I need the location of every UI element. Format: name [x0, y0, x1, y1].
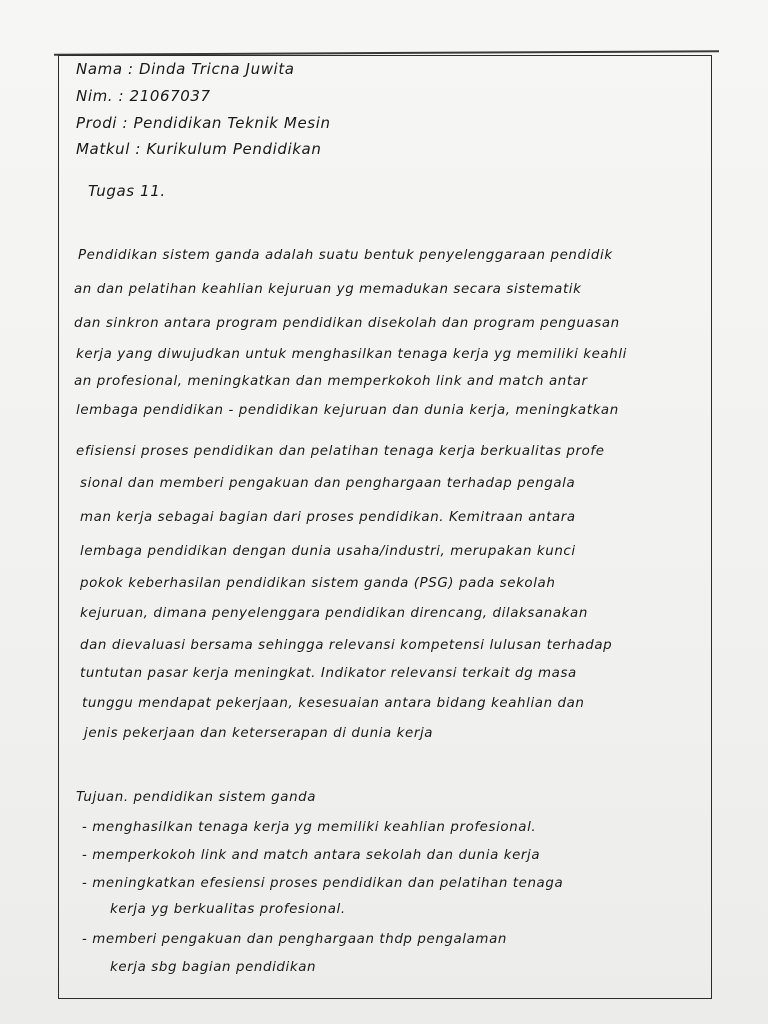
paragraph-line: efisiensi proses pendidikan dan pelatihan tenaga kerja berkualitas profe [76, 444, 605, 459]
paragraph-line: dan dievaluasi bersama sehingga relevansi kompetensi lulusan terhadap [80, 638, 613, 653]
list-item: - meningkatkan efesiensi proses pendidikan dan pelatihan tenaga [82, 876, 564, 891]
list-item: - menghasilkan tenaga kerja yg memiliki keahlian profesional. [82, 820, 537, 835]
paragraph-line: jenis pekerjaan dan keterserapan di dunia kerja [84, 726, 434, 741]
list-item: - memberi pengakuan dan penghargaan thdp pengalaman [82, 932, 507, 947]
paragraph-line: pokok keberhasilan pendidikan sistem ganda (PSG) pada sekolah [80, 576, 556, 591]
paragraph-line: kejuruan, dimana penyelenggara pendidikan direncang, dilaksanakan [80, 606, 588, 621]
list-item: - memperkokoh link and match antara sekolah dan dunia kerja [82, 848, 541, 863]
list-item-continuation: kerja yg berkualitas profesional. [110, 902, 346, 917]
assignment-title: Tugas 11. [88, 182, 166, 200]
paragraph-line: an profesional, meningkatkan dan memperkokoh link and match antar [74, 374, 588, 389]
study-program: Prodi : Pendidikan Teknik Mesin [76, 114, 331, 132]
paragraph-line: man kerja sebagai bagian dari proses pendidikan. Kemitraan antara [80, 510, 576, 525]
paragraph-line: an dan pelatihan keahlian kejuruan yg memadukan secara sistematik [74, 282, 582, 297]
paragraph-line: tunggu mendapat pekerjaan, kesesuaian antara bidang keahlian dan [82, 696, 585, 711]
course-name: Matkul : Kurikulum Pendidikan [76, 140, 322, 158]
paragraph-line: lembaga pendidikan - pendidikan kejuruan dan dunia kerja, meningkatkan [76, 403, 619, 418]
student-name: Nama : Dinda Tricna Juwita [76, 60, 295, 78]
paragraph-line: sional dan memberi pengakuan dan penghargaan terhadap pengala [80, 476, 576, 491]
list-item-continuation: kerja sbg bagian pendidikan [110, 960, 317, 975]
paragraph-line: kerja yang diwujudkan untuk menghasilkan tenaga kerja yg memiliki keahli [76, 347, 627, 362]
student-nim: Nim. : 21067037 [76, 87, 211, 105]
paragraph-line: tuntutan pasar kerja meningkat. Indikator relevansi terkait dg masa [80, 666, 577, 681]
paragraph-line: Pendidikan sistem ganda adalah suatu bentuk penyelenggaraan pendidik [78, 248, 613, 263]
section-heading: Tujuan. pendidikan sistem ganda [76, 790, 317, 805]
paragraph-line: lembaga pendidikan dengan dunia usaha/industri, merupakan kunci [80, 544, 576, 559]
paragraph-line: dan sinkron antara program pendidikan disekolah dan program penguasan [74, 316, 620, 331]
